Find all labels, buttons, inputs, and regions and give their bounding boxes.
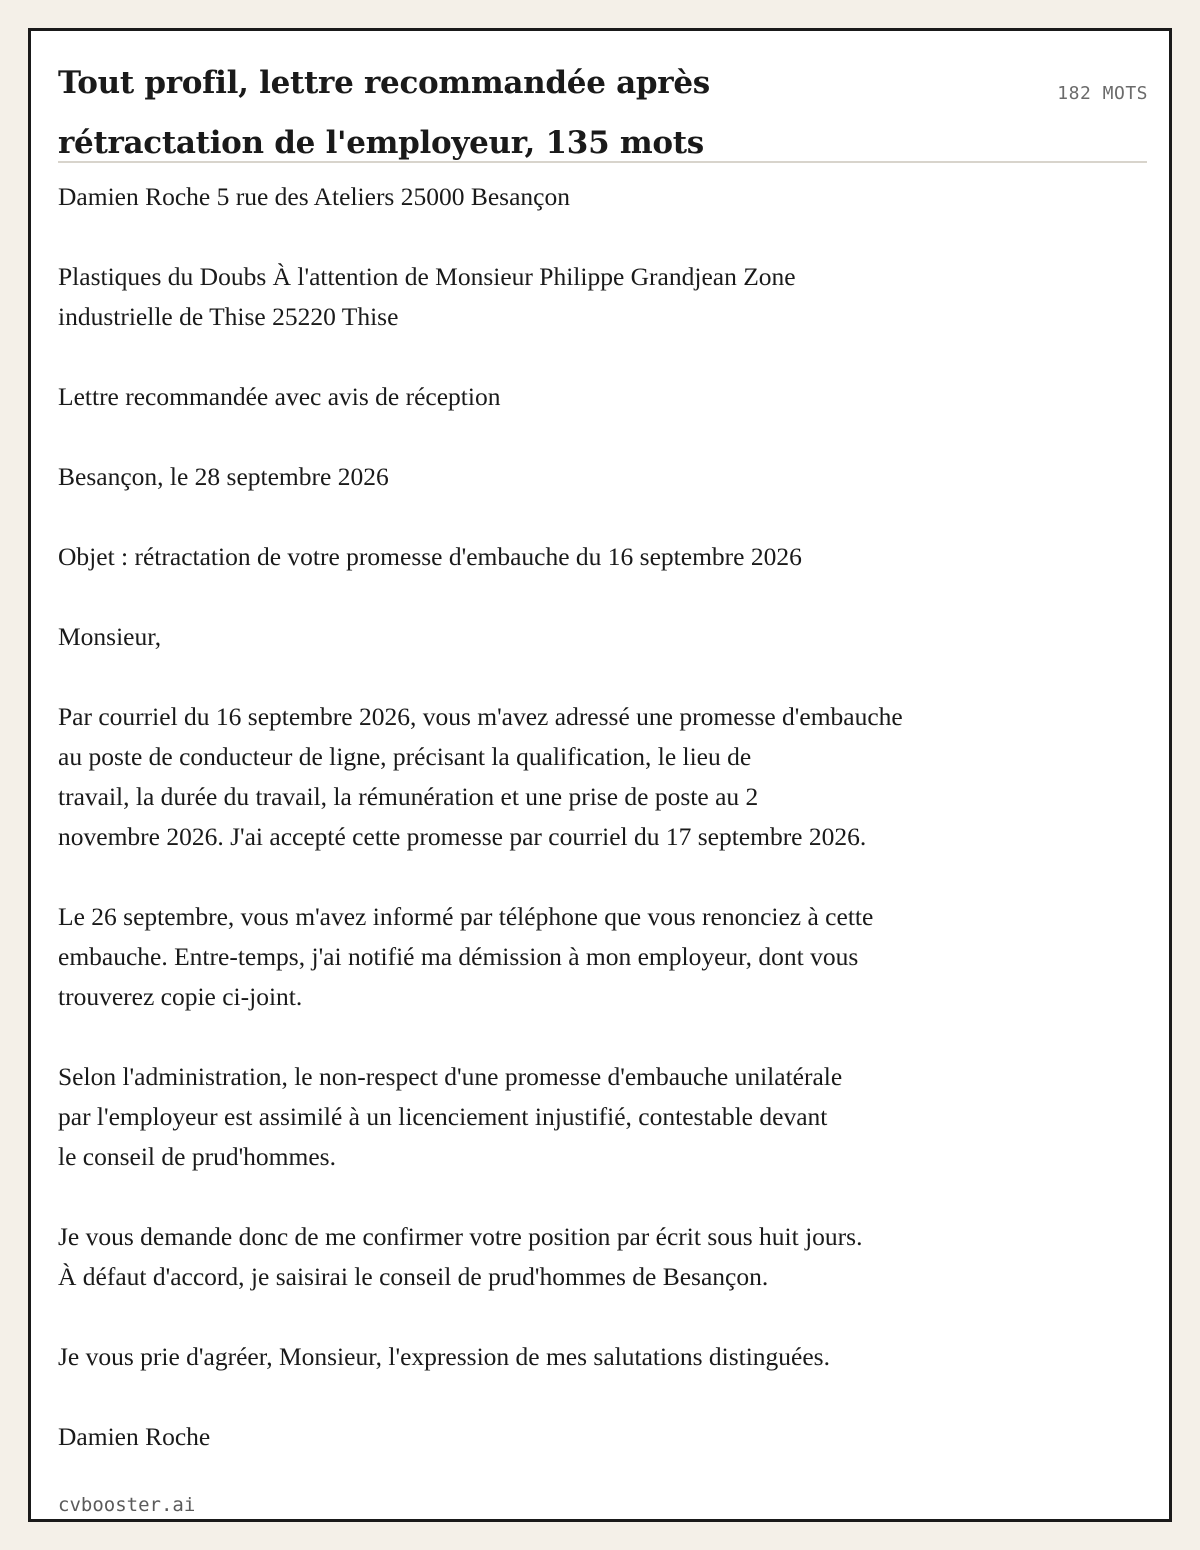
word-count-badge: 182 MOTS	[1057, 83, 1148, 104]
header-divider	[58, 161, 1147, 163]
letter-subject: Objet : rétractation de votre promesse d'embauche du 16 septembre 2026	[58, 542, 802, 571]
paragraph-1: Par courriel du 16 septembre 2026, vous m'avez adressé une promesse d'embauche au poste de conducteur de ligne, précisant la qualification, le lieu de travail, la durée du travail, la rémunération et une prise de poste au 2 novembre 2026. J'ai accepté cette promesse par courriel du 17 septembre 2026.	[58, 702, 903, 851]
sender-address: Damien Roche 5 rue des Ateliers 25000 Besançon	[58, 182, 570, 211]
paragraph-2: Le 26 septembre, vous m'avez informé par téléphone que vous renonciez à cette embauche. Entre-temps, j'ai notifié ma démission à mon employeur, dont vous trouverez copie ci-joint.	[58, 902, 874, 1011]
closing-formula: Je vous prie d'agréer, Monsieur, l'expression de mes salutations distinguées.	[58, 1342, 830, 1371]
signature: Damien Roche	[58, 1422, 211, 1451]
paragraph-4: Je vous demande donc de me confirmer votre position par écrit sous huit jours. À défaut d'accord, je saisirai le conseil de prud'hommes de Besançon.	[58, 1222, 863, 1291]
page-title: Tout profil, lettre recommandée après rétractation de l'employeur, 135 mots	[58, 65, 710, 161]
paragraph-3: Selon l'administration, le non-respect d'une promesse d'embauche unilatérale par l'employeur est assimilé à un licenciement injustifié, contestable devant le conseil de prud'hommes.	[58, 1062, 843, 1171]
letter-header	[58, 53, 1148, 163]
recipient-address: Plastiques du Doubs À l'attention de Monsieur Philippe Grandjean Zone industrielle de Thise 25220 Thise	[58, 262, 796, 331]
letter-card	[28, 28, 1172, 1522]
letter-body	[58, 177, 1118, 1497]
salutation: Monsieur,	[58, 622, 162, 651]
place-and-date: Besançon, le 28 septembre 2026	[58, 462, 389, 491]
delivery-mode: Lettre recommandée avec avis de réception	[58, 382, 501, 411]
brand-footer: cvbooster.ai	[58, 1494, 196, 1516]
